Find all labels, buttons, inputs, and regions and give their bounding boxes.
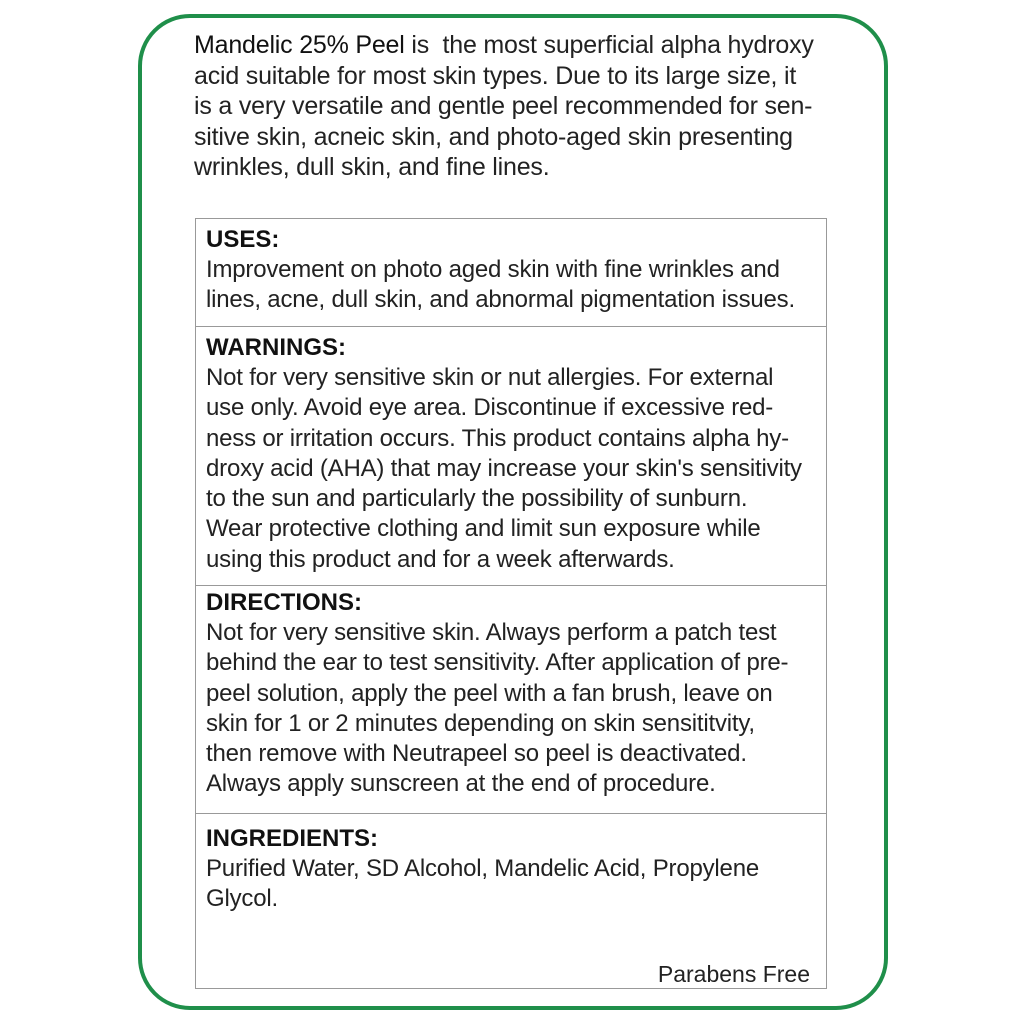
intro-line: acid suitable for most skin types. Due to its large size, it: [194, 61, 797, 90]
section-line: Wear protective clothing and limit sun exposure while: [206, 515, 761, 543]
section-line: skin for 1 or 2 minutes depending on skin sensititvity,: [206, 709, 755, 737]
section-heading: DIRECTIONS:: [206, 589, 362, 616]
intro-line: [194, 30, 844, 61]
intro-line: wrinkles, dull skin, and fine lines.: [194, 153, 550, 181]
intro-text: is the most superficial alpha hydroxy: [404, 31, 814, 59]
section-line: Not for very sensitive skin or nut allergies. For external: [206, 364, 774, 391]
section-line: Always apply sunscreen at the end of procedure.: [206, 770, 716, 798]
section-line: peel solution, apply the peel with a fan brush, leave on: [206, 679, 773, 707]
info-table: [195, 218, 827, 989]
section-line: ness or irritation occurs. This product contains alpha hy-: [206, 424, 789, 452]
section-heading: USES:: [206, 226, 280, 253]
section-line: behind the ear to test sensitivity. After application of pre-: [206, 649, 789, 677]
warnings-section: [196, 327, 826, 586]
section-line: Improvement on photo aged skin with fine wrinkles and: [206, 256, 780, 283]
section-line: Not for very sensitive skin. Always perform a patch test: [206, 619, 777, 646]
section-line: droxy acid (AHA) that may increase your skin's sensitivity: [206, 454, 802, 482]
section-line: then remove with Neutrapeel so peel is deactivated.: [206, 740, 747, 768]
ingredients-section: [196, 813, 826, 994]
product-description: [194, 30, 844, 183]
section-line: use only. Avoid eye area. Discontinue if excessive red-: [206, 394, 774, 422]
intro-line: sitive skin, acneic skin, and photo-aged skin presenting: [194, 122, 793, 151]
parabens-free-note: Parabens Free: [657, 961, 810, 987]
product-name: Mandelic 25% Peel: [194, 31, 405, 59]
section-line: Purified Water, SD Alcohol, Mandelic Acid, Propylene: [206, 855, 759, 882]
section-line: Glycol.: [206, 885, 278, 913]
directions-section: [196, 580, 826, 814]
uses-section: [196, 219, 826, 327]
section-line: using this product and for a week afterwards.: [206, 545, 675, 573]
intro-line: is a very versatile and gentle peel recommended for sen-: [194, 92, 813, 120]
section-heading: INGREDIENTS:: [206, 825, 379, 852]
section-heading: WARNINGS:: [206, 334, 346, 361]
section-line: lines, acne, dull skin, and abnormal pigmentation issues.: [206, 286, 795, 314]
section-line: to the sun and particularly the possibility of sunburn.: [206, 485, 748, 513]
